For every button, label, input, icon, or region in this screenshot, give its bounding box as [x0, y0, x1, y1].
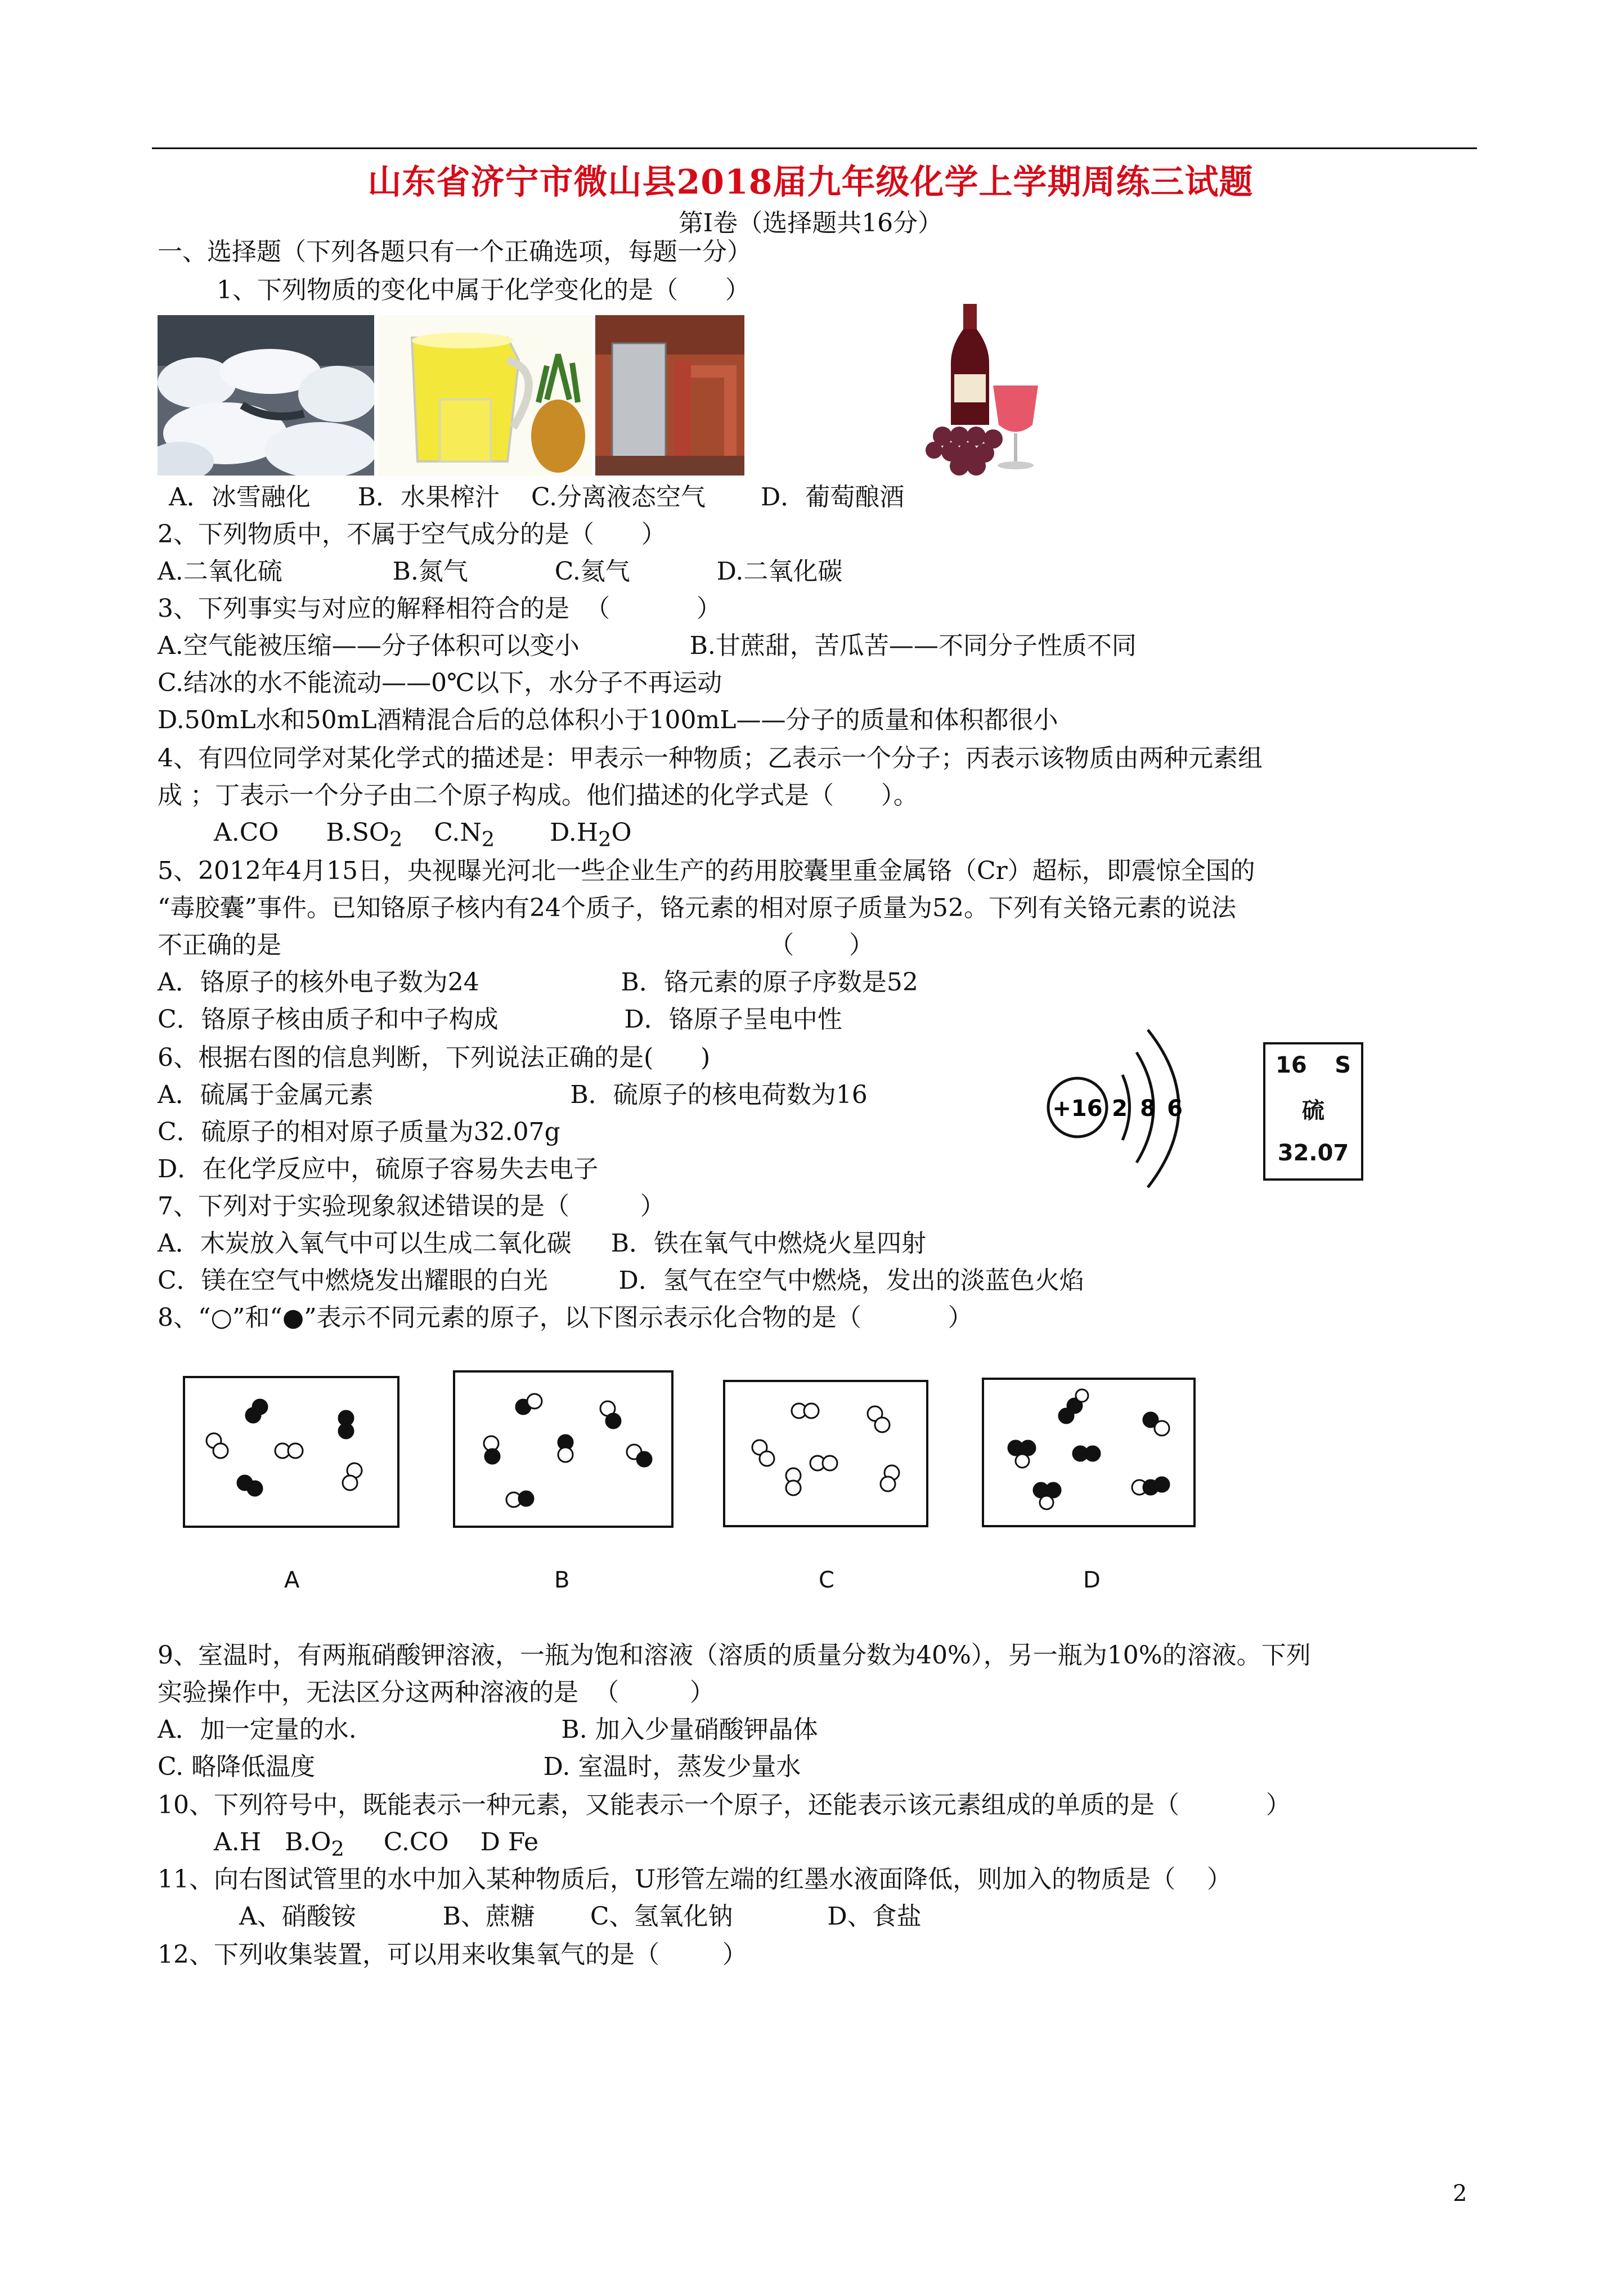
snow-photo [158, 315, 374, 476]
q3-line-1: A.空气能被压缩——分子体积可以变小 B.甘蔗甜，苦瓜苦——不同分子性质不同 [158, 631, 1137, 660]
q12-stem: 12、下列收集装置，可以用来收集氧气的是（ ） [158, 1940, 747, 1969]
shell-2-electrons: 8 [1140, 1096, 1156, 1122]
q10-option-b: $B.O_2$ [285, 1828, 344, 1861]
q10-option-a: A.H [214, 1828, 262, 1856]
q4-line-1: 4、有四位同学对某化学式的描述是：甲表示一种物质；乙表示一个分子；丙表示该物质由两种元素组 [158, 744, 1263, 773]
q7-line-2: A．木炭放入氧气中可以生成二氧化碳 B．铁在氧气中燃烧火星四射 [158, 1229, 927, 1258]
q9-line-3: A．加一定量的水. B. 加入少量硝酸钾晶体 [158, 1715, 818, 1744]
option-label-a: A [284, 1567, 300, 1593]
atomic-mass: 32.07 [1277, 1140, 1349, 1166]
molecule-box-b [453, 1370, 673, 1528]
wine-grapes-photo [917, 301, 1047, 478]
q11-options: A、硝酸铵 B、蔗糖 C、氢氧化钠 D、食盐 [239, 1902, 922, 1931]
q3-line-3: D.50mL水和50mL酒精混合后的总体积小于100mL——分子的质量和体积都很小 [158, 706, 1058, 734]
option-label-d: D [1083, 1567, 1101, 1593]
factory-photo [595, 315, 744, 476]
q10-option-d: D Fe [480, 1828, 538, 1856]
q6-line-1: 6、根据右图的信息判断，下列说法正确的是( ) [158, 1043, 711, 1072]
q9-line-2: 实验操作中，无法区分这两种溶液的是 （ ） [158, 1678, 715, 1707]
sulfur-element-card [1263, 1042, 1363, 1181]
q5-line-5: C．铬原子核由质子和中子构成 D．铬原子呈电中性 [158, 1005, 842, 1034]
juice-photo [378, 315, 592, 476]
sulfur-atom-diagram [1030, 1019, 1243, 1204]
q9-line-4: C. 略降低温度 D. 室温时，蒸发少量水 [158, 1752, 801, 1781]
section-heading: 一、选择题（下列各题只有一个正确选项，每题一分） [158, 237, 752, 266]
q5-line-1: 5、2012年4月15日，央视曝光河北一些企业生产的药用胶囊里重金属铬（Cr）超标，即震惊全国的 [158, 856, 1255, 885]
q3-line-2: C.结冰的水不能流动——0℃以下，水分子不再运动 [158, 669, 722, 697]
molecule-box-d [982, 1378, 1196, 1527]
atomic-number: 16 [1276, 1052, 1307, 1078]
q9-line-1: 9、室温时，有两瓶硝酸钾溶液，一瓶为饱和溶液（溶质的质量分数为40%），另一瓶为10%的溶液。下列 [158, 1641, 1311, 1670]
shell-1-electrons: 2 [1112, 1096, 1128, 1122]
q8-stem: 8、“○”和“●”表示不同元素的原子，以下图示表示化合物的是（ ） [158, 1303, 973, 1332]
q7-line-3: C．镁在空气中燃烧发出耀眼的白光 D．氢气在空气中燃烧，发出的淡蓝色火焰 [158, 1266, 1084, 1295]
q4-option-b: $B.SO_2$ [326, 818, 403, 851]
q10-options [214, 1830, 538, 1859]
q1-options: A．冰雪融化 B．水果榨汁 C.分离液态空气 D．葡萄酿酒 [169, 483, 905, 512]
q5-line-2: “毒胶囊”事件。已知铬原子核内有24个质子，铬元素的相对原子质量为52。下列有关铬元素的说法 [158, 894, 1236, 922]
shell-3-electrons: 6 [1167, 1096, 1183, 1122]
page-title: 山东省济宁市微山县2018届九年级化学上学期周练三试题 [367, 163, 1254, 202]
q4-line-2: 成 ；丁表示一个分子由二个原子构成。他们描述的化学式是（ ）。 [158, 781, 918, 810]
q11-stem: 11、向右图试管里的水中加入某种物质后，U形管左端的红墨水液面降低，则加入的物质是（ ） [158, 1865, 1232, 1894]
q6-line-2: A．硫属于金属元素 B．硫原子的核电荷数为16 [158, 1080, 868, 1109]
molecule-box-c [723, 1380, 928, 1527]
q2-options: A.二氧化硫 B.氮气 C.氦气 D.二氧化碳 [158, 557, 843, 586]
q10-stem: 10、下列符号中，既能表示一种元素，又能表示一个原子，还能表示该元素组成的单质的是（ ） [158, 1791, 1291, 1819]
q2-stem: 2、下列物质中，不属于空气成分的是（ ） [158, 520, 666, 549]
q6-line-3: C．硫原子的相对原子质量为32.07g [158, 1118, 560, 1146]
q5-line-4: A．铬原子的核外电子数为24 B．铬元素的原子序数是52 [158, 968, 918, 997]
q5-line-3: 不正确的是 （ ） [158, 931, 874, 959]
q6-line-4: D．在化学反应中，硫原子容易失去电子 [158, 1155, 599, 1183]
q3-stem: 3、下列事实与对应的解释相符合的是 （ ） [158, 594, 721, 623]
q4-option-c: $C.N_2$ [434, 818, 495, 851]
molecule-box-a [183, 1376, 399, 1528]
q7-line-1: 7、下列对于实验现象叙述错误的是（ ） [158, 1192, 665, 1221]
q4-option-d: $D.H_2O$ [550, 818, 632, 851]
page-number: 2 [1453, 2181, 1467, 2207]
header-rule [152, 147, 1477, 149]
page-subtitle: 第Ⅰ卷（选择题共16分） [678, 209, 943, 237]
q4-option-a: A.CO [214, 818, 279, 847]
element-name: 硫 [1302, 1098, 1324, 1124]
element-symbol: S [1335, 1052, 1351, 1078]
option-label-c: C [819, 1567, 834, 1593]
nucleus-charge: +16 [1052, 1096, 1103, 1122]
q1-stem: 1、下列物质的变化中属于化学变化的是（ ） [217, 276, 750, 304]
q4-options [214, 820, 632, 850]
option-label-b: B [554, 1567, 570, 1593]
q10-option-c: C.CO [383, 1828, 449, 1856]
